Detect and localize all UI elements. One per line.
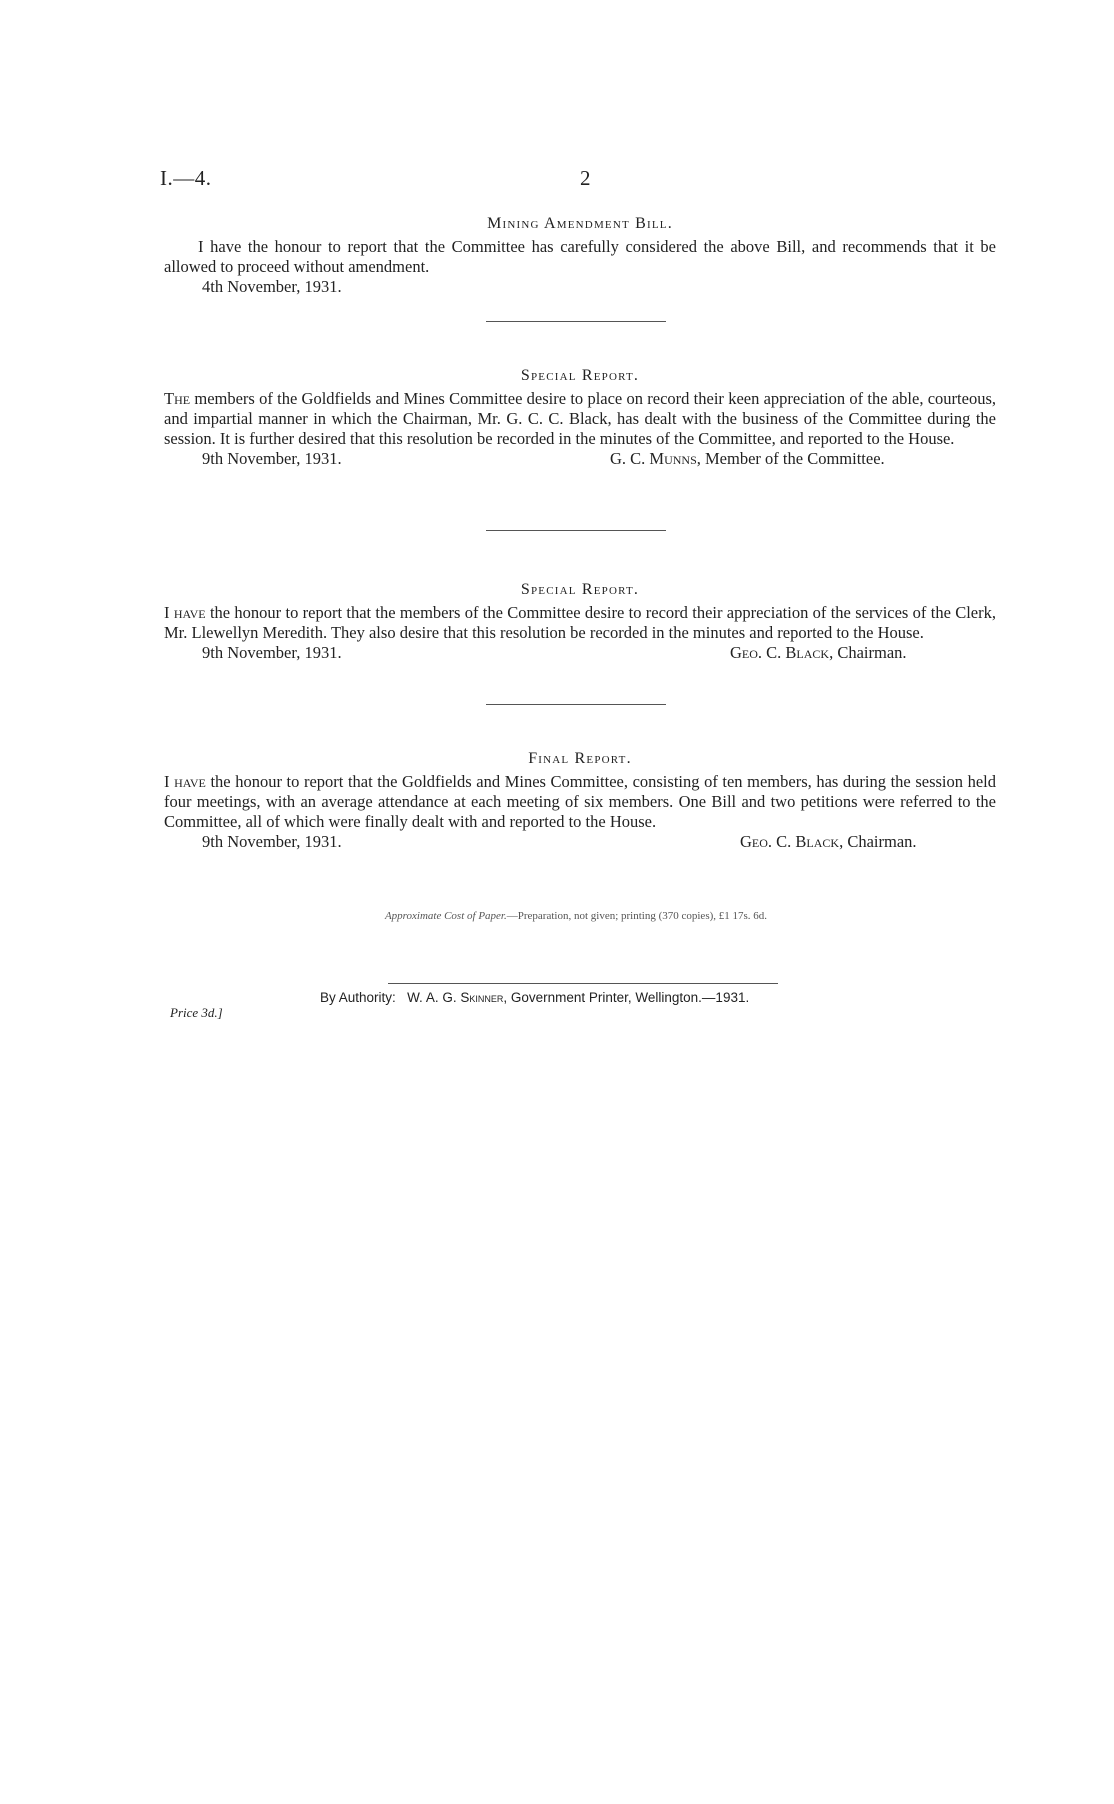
section-heading: Special Report.: [520, 581, 640, 598]
paragraph-lead: I have: [164, 603, 206, 622]
section-date-line: [164, 832, 996, 852]
section-final-report: [164, 749, 996, 852]
authority-line: [320, 990, 749, 1005]
signature: [740, 832, 917, 852]
section-paragraph: I have the honour to report that the Committee has carefully considered the above Bill, and recommends that it be allowed to proceed without amendment.: [164, 237, 996, 276]
price-label: Price 3d.]: [170, 1005, 223, 1020]
authority-suffix: , Government Printer, Wellington.—1931.: [503, 990, 750, 1005]
paragraph-text: members of the Goldfields and Mines Committee desire to place on record their keen appreciation of the able, courteous, and impartial manner in which the Chairman, Mr. G. C. C. Black, has dealt with the business of the Committee during the session. It is further desired that this resolution be recorded in the minutes of the Committee, and reported to the House.: [164, 389, 997, 448]
section-paragraph: [164, 603, 996, 643]
section-heading: Mining Amendment Bill.: [487, 215, 673, 232]
section-date-line: [164, 449, 996, 469]
section-date: 9th November, 1931.: [202, 832, 342, 851]
footer-rule: [388, 983, 778, 984]
section-heading: Final Report.: [528, 750, 632, 767]
section-special-report-1: [164, 366, 996, 469]
paragraph-lead: The: [164, 389, 191, 408]
section-divider: [486, 321, 666, 322]
paragraph-text: the honour to report that the Goldfields and Mines Committee, consisting of ten members, has during the session held four meetings, with an average attendance at each meeting of six members. One Bill and two petitions were referred to the Committee, all of which were finally dealt with and reported to the House.: [164, 772, 997, 831]
authority-prefix: By Authority:: [320, 990, 396, 1005]
page-number: 2: [580, 166, 591, 190]
signature-role: , Chairman.: [839, 832, 917, 851]
section-date-line: [164, 277, 996, 297]
signature: [610, 449, 885, 469]
signature: [730, 643, 907, 663]
printer-name: W. A. G. Skinner: [407, 990, 504, 1005]
section-date-line: [164, 643, 996, 663]
section-date: 9th November, 1931.: [202, 449, 342, 468]
section-divider: [486, 530, 666, 531]
signature-role: , Chairman.: [829, 643, 907, 662]
section-mining-amendment-bill: [164, 214, 996, 297]
paragraph-text: the honour to report that the members of the Committee desire to record their appreciation of the services of the Clerk, Mr. Llewellyn Meredith. They also desire that this resolution be recorded in the minutes and reported to the House.: [164, 603, 997, 642]
section-special-report-2: [164, 580, 996, 663]
cost-text: —Preparation, not given; printing (370 copies), £1 17s. 6d.: [506, 910, 768, 922]
section-date: 4th November, 1931.: [202, 277, 342, 296]
section-heading: Special Report.: [520, 367, 640, 384]
document-code: I.—4.: [160, 166, 212, 190]
section-divider: [486, 704, 666, 705]
signature-name: Geo. C. Black: [730, 643, 830, 662]
signature-name: G. C. Munns: [610, 449, 697, 468]
signature-name: Geo. C. Black: [740, 832, 840, 851]
cost-of-paper-note: [160, 910, 992, 922]
section-date: 9th November, 1931.: [202, 643, 342, 662]
section-paragraph: [164, 389, 996, 449]
section-paragraph: [164, 772, 996, 832]
paragraph-lead: I have: [164, 772, 206, 791]
signature-role: , Member of the Committee.: [696, 449, 885, 468]
cost-label: Approximate Cost of Paper.: [384, 910, 507, 922]
